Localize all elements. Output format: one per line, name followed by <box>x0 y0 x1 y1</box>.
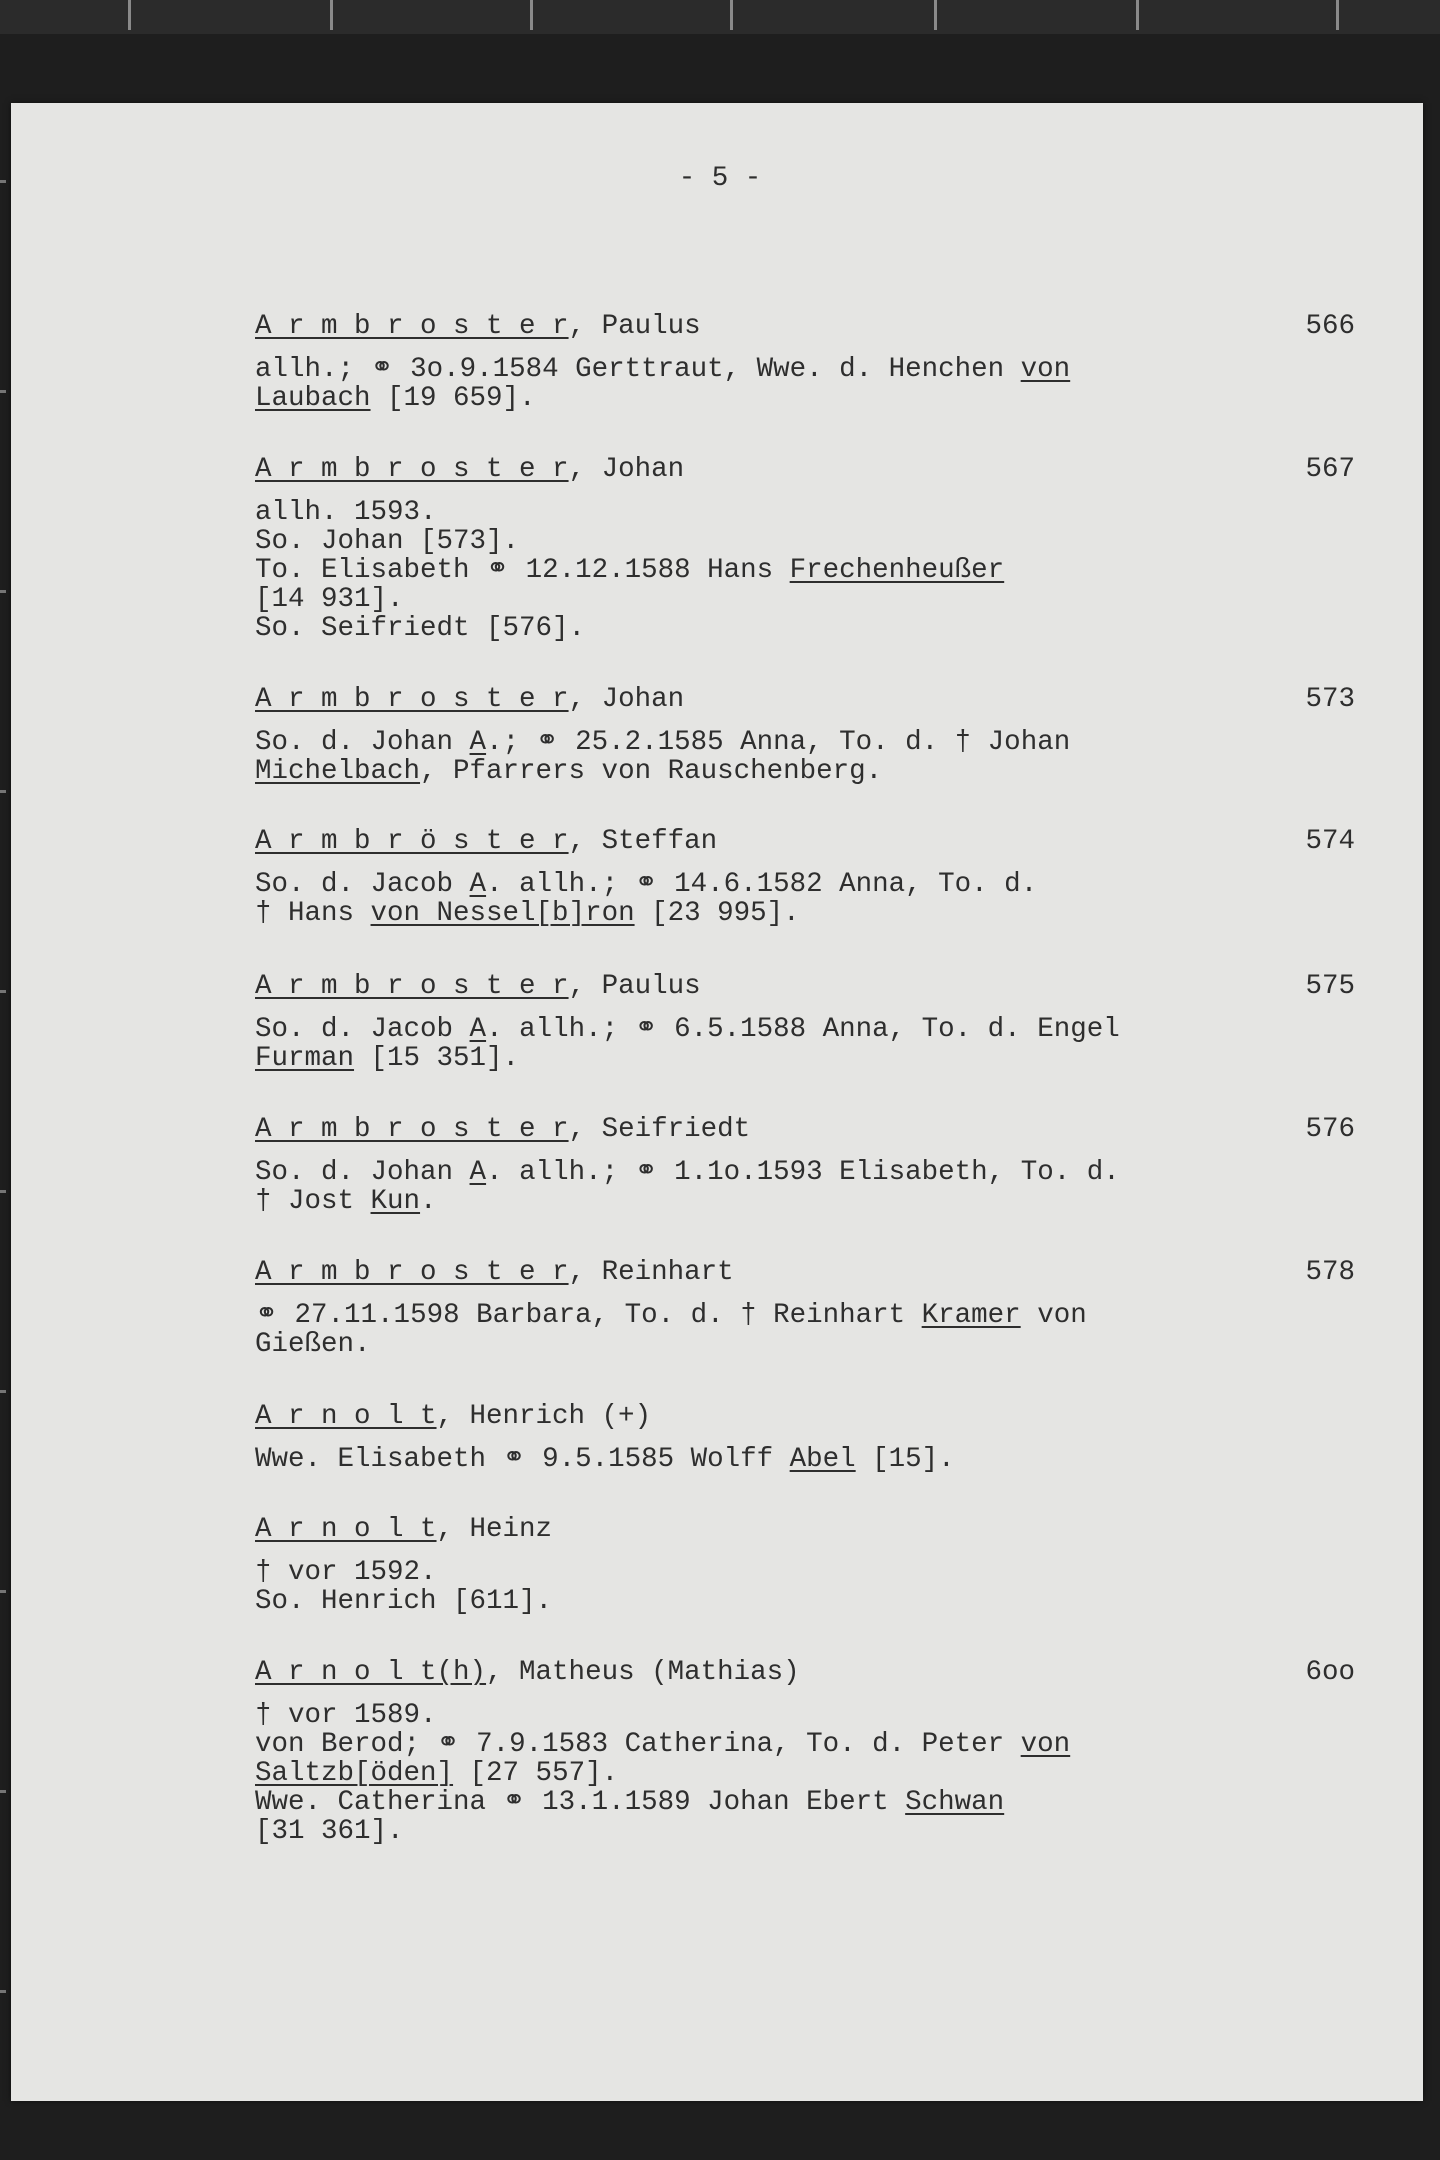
text-segment: So. d. Johan <box>255 1157 470 1188</box>
entry-number: 573 <box>1305 684 1355 715</box>
underlined-name: von <box>1020 354 1071 385</box>
entry-heading <box>255 685 1355 714</box>
text-segment: So. d. Jacob <box>255 1014 470 1045</box>
entry-number: 574 <box>1305 826 1355 857</box>
entry-body <box>255 498 1355 643</box>
entry-heading <box>255 1258 1355 1287</box>
text-segment: Wwe. Elisabeth ⚭ 9.5.1585 Wolff <box>255 1444 790 1475</box>
scanner-top-band <box>0 0 1440 34</box>
underlined-name: Schwan <box>905 1787 1005 1818</box>
text-segment: [27 557]. <box>453 1758 619 1789</box>
text-segment: So. d. Johan <box>255 727 470 758</box>
text-segment: † vor 1592. <box>255 1557 437 1588</box>
ruler-tick <box>0 390 6 393</box>
text-segment: Gießen. <box>255 1329 371 1360</box>
entry-body <box>255 355 1355 413</box>
entry-heading <box>255 1515 1355 1544</box>
entry-line <box>255 498 1355 527</box>
entry-line <box>255 556 1355 585</box>
ruler-tick <box>0 790 6 793</box>
entry-line <box>255 1445 1355 1474</box>
underlined-name: Saltzb[öden] <box>255 1758 454 1789</box>
underlined-name: A <box>469 1014 487 1045</box>
entry-surname: A r n o l t <box>255 1514 437 1545</box>
entry-line <box>255 384 1355 413</box>
entry-line <box>255 614 1355 643</box>
entry-body <box>255 1445 1355 1474</box>
entry-number: 575 <box>1305 971 1355 1002</box>
text-segment: . allh.; ⚭ 1.1o.1593 Elisabeth, To. d. <box>486 1157 1120 1188</box>
ruler-tick <box>1136 0 1139 30</box>
entry-line <box>255 870 1355 899</box>
entry-given-name: , Johan <box>568 684 685 715</box>
underlined-name: von Nessel[b]ron <box>370 898 635 929</box>
underlined-name: A <box>469 727 487 758</box>
entry-line <box>255 1158 1355 1187</box>
entry-surname: A r m b r ö s t e r <box>255 826 569 857</box>
genealogy-entry <box>255 685 1355 786</box>
ruler-tick <box>0 990 6 993</box>
entry-given-name: , Johan <box>568 454 685 485</box>
ruler-tick <box>330 0 333 30</box>
entry-line <box>255 1759 1355 1788</box>
entry-number: 576 <box>1305 1114 1355 1145</box>
entry-given-name: , Paulus <box>568 971 701 1002</box>
text-segment: † Jost <box>255 1186 371 1217</box>
entry-line <box>255 1187 1355 1216</box>
underlined-name: Kramer <box>921 1300 1021 1331</box>
entry-number: 566 <box>1305 311 1355 342</box>
entry-body <box>255 1558 1355 1616</box>
entry-heading <box>255 827 1355 856</box>
entry-line <box>255 899 1355 928</box>
entry-body <box>255 1015 1355 1073</box>
entry-line <box>255 757 1355 786</box>
entry-given-name: , Heinz <box>436 1514 553 1545</box>
entry-number: 6oo <box>1305 1657 1355 1688</box>
entry-body <box>255 1701 1355 1846</box>
entry-given-name: , Reinhart <box>568 1257 734 1288</box>
underlined-name: Furman <box>255 1043 355 1074</box>
entry-given-name: , Seifriedt <box>568 1114 751 1145</box>
ruler-tick <box>730 0 733 30</box>
entry-number: 578 <box>1305 1257 1355 1288</box>
underlined-name: Frechenheußer <box>789 555 1005 586</box>
text-segment: So. Seifriedt [576]. <box>255 613 586 644</box>
underlined-name: Abel <box>789 1444 856 1475</box>
text-segment: [23 995]. <box>634 898 800 929</box>
ruler-tick <box>0 1190 6 1193</box>
entry-given-name: , Henrich (+) <box>436 1401 652 1432</box>
ruler-tick <box>934 0 937 30</box>
text-segment: ⚭ 27.11.1598 Barbara, To. d. † Reinhart <box>255 1300 922 1331</box>
entry-surname: A r m b r o s t e r <box>255 971 569 1002</box>
ruler-tick <box>0 590 6 593</box>
text-segment: .; ⚭ 25.2.1585 Anna, To. d. † Johan <box>486 727 1071 758</box>
text-segment: So. Henrich [611]. <box>255 1586 553 1617</box>
entry-surname: A r n o l t(h) <box>255 1657 487 1688</box>
entry-heading <box>255 972 1355 1001</box>
entry-line <box>255 585 1355 614</box>
text-segment: . <box>420 1186 437 1217</box>
text-segment: . allh.; ⚭ 6.5.1588 Anna, To. d. Engel <box>486 1014 1120 1045</box>
entry-line <box>255 1730 1355 1759</box>
entry-surname: A r m b r o s t e r <box>255 684 569 715</box>
entry-surname: A r m b r o s t e r <box>255 311 569 342</box>
entry-number: 567 <box>1305 454 1355 485</box>
text-segment: von Berod; ⚭ 7.9.1583 Catherina, To. d. Peter <box>255 1729 1021 1760</box>
underlined-name: A <box>469 1157 487 1188</box>
genealogy-entry <box>255 1515 1355 1616</box>
text-segment: [15 351]. <box>354 1043 520 1074</box>
entry-line <box>255 728 1355 757</box>
ruler-tick <box>1336 0 1339 30</box>
underlined-name: Michelbach <box>255 756 421 787</box>
entry-line <box>255 1330 1355 1359</box>
entry-surname: A r m b r o s t e r <box>255 454 569 485</box>
genealogy-entry <box>255 312 1355 413</box>
entry-body <box>255 1158 1355 1216</box>
underlined-name: von <box>1020 1729 1071 1760</box>
text-segment: , Pfarrers von Rauschenberg. <box>420 756 883 787</box>
entry-heading <box>255 312 1355 341</box>
ruler-tick <box>0 1590 6 1593</box>
text-segment: † vor 1589. <box>255 1700 437 1731</box>
entry-line <box>255 1587 1355 1616</box>
genealogy-entry <box>255 1115 1355 1216</box>
entry-line <box>255 1015 1355 1044</box>
entry-heading <box>255 455 1355 484</box>
text-segment: To. Elisabeth ⚭ 12.12.1588 Hans <box>255 555 790 586</box>
entry-line <box>255 1701 1355 1730</box>
text-segment: [19 659]. <box>370 383 536 414</box>
entry-body <box>255 870 1355 928</box>
entry-body <box>255 1301 1355 1359</box>
text-segment: allh. 1593. <box>255 497 437 528</box>
text-segment: allh.; ⚭ 3o.9.1584 Gerttraut, Wwe. d. Henchen <box>255 354 1021 385</box>
entry-line <box>255 527 1355 556</box>
genealogy-entry <box>255 972 1355 1073</box>
entry-line <box>255 1044 1355 1073</box>
text-segment: [14 931]. <box>255 584 404 615</box>
entry-heading <box>255 1402 1355 1431</box>
ruler-tick <box>530 0 533 30</box>
text-segment: [31 361]. <box>255 1816 404 1847</box>
text-segment: Wwe. Catherina ⚭ 13.1.1589 Johan Ebert <box>255 1787 906 1818</box>
text-segment: . allh.; ⚭ 14.6.1582 Anna, To. d. <box>486 869 1038 900</box>
text-segment: So. d. Jacob <box>255 869 470 900</box>
entry-line <box>255 1817 1355 1846</box>
entry-given-name: , Steffan <box>568 826 718 857</box>
genealogy-entry <box>255 1658 1355 1846</box>
page-number: - 5 - <box>678 163 762 194</box>
entry-surname: A r m b r o s t e r <box>255 1257 569 1288</box>
ruler-tick <box>0 1390 6 1393</box>
underlined-name: A <box>469 869 487 900</box>
genealogy-entry <box>255 1258 1355 1359</box>
ruler-tick <box>0 1790 6 1793</box>
entry-heading <box>255 1115 1355 1144</box>
ruler-tick <box>128 0 131 30</box>
entry-surname: A r m b r o s t e r <box>255 1114 569 1145</box>
genealogy-entry <box>255 1402 1355 1474</box>
genealogy-entry <box>255 827 1355 928</box>
entry-given-name: , Matheus (Mathias) <box>486 1657 800 1688</box>
entry-body <box>255 728 1355 786</box>
text-segment: † Hans <box>255 898 371 929</box>
entry-surname: A r n o l t <box>255 1401 437 1432</box>
entry-line <box>255 1558 1355 1587</box>
text-segment: [15]. <box>855 1444 955 1475</box>
text-segment: von <box>1020 1300 1087 1331</box>
entry-line <box>255 355 1355 384</box>
entry-given-name: , Paulus <box>568 311 701 342</box>
genealogy-entry <box>255 455 1355 643</box>
entry-line <box>255 1301 1355 1330</box>
text-segment: So. Johan [573]. <box>255 526 520 557</box>
entry-heading <box>255 1658 1355 1687</box>
entry-line <box>255 1788 1355 1817</box>
underlined-name: Laubach <box>255 383 371 414</box>
ruler-tick <box>0 1990 6 1993</box>
underlined-name: Kun <box>370 1186 421 1217</box>
